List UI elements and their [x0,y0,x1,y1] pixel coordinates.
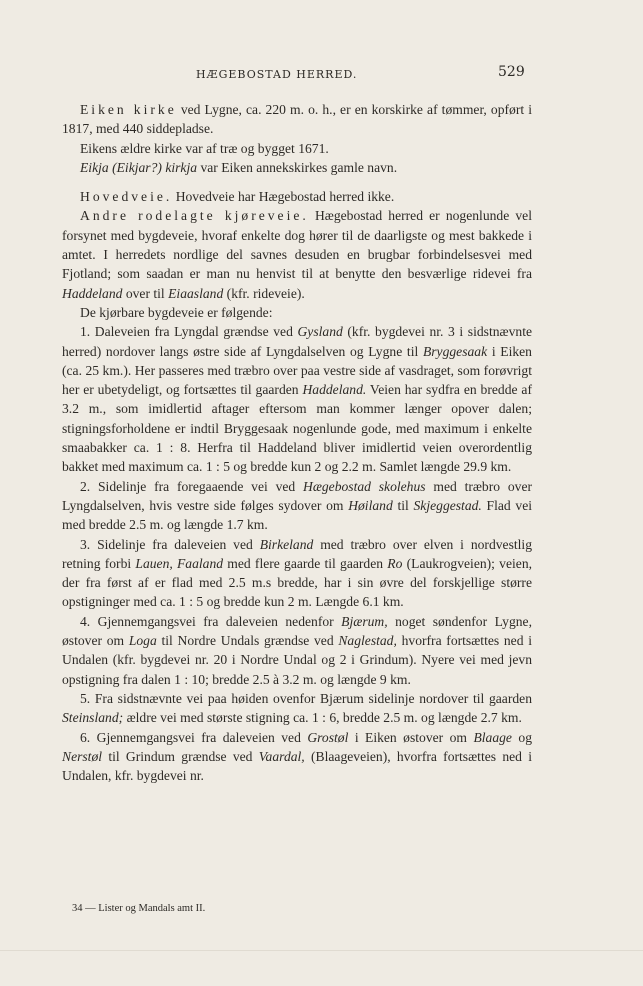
running-title: HÆGEBOSTAD HERRED. [196,68,358,81]
place-name: Haddeland. [302,382,367,398]
paragraph-text: var Eiken annekskirkes gamle navn. [200,159,398,175]
running-head [0,64,643,84]
paragraph-text: (kfr. rideveie). [226,285,305,301]
place-name: Hægebostad skolehus [303,478,426,494]
place-name: Skjeggestad. [413,497,482,513]
paragraph-text: i Eiken østover om [354,729,467,745]
paragraph-text: Eikens ældre kirke var af træ og bygget 1671. [80,140,329,156]
spaced-heading: Andre rodelagte kjøreveie. [80,208,309,224]
paragraph-text: (Blaageveien), hvorfra fortsættes ned i Undalen, kfr. bygdevei nr. [62,748,532,784]
place-name: Loga [128,633,157,649]
paragraph-text: ældre vei med største stigning ca. 1 : 6, bredde 2.5 m. og længde 2.7 km. [126,710,522,726]
place-name: Birkeland [259,536,314,552]
page-edge [0,950,643,986]
paragraph-text: 2. Sidelinje fra foregaaende vei ved [80,478,296,494]
place-name: Haddeland [62,285,123,301]
paragraph-text: noget søndenfor Lygne, østover om [62,613,532,649]
place-name: Bryggesaak [422,343,488,359]
place-name: Steinsland; [62,710,124,726]
paragraph-text: hvorfra fortsættes ned i Undalen (kfr. bygdevei nr. 20 i Nordre Undal og 2 i Grindum). Nyere vei med jevn opstigning fra dalen 1 : 10; bredde 2.5 à 3.2 m. og længde 9 km. [62,633,532,687]
spaced-heading: Eiken kirke [80,102,177,117]
paragraph-text: til Grindum grændse ved [108,748,253,764]
italic-term: Eikja (Eikjar?) kirkja [80,159,198,175]
paragraph-text: med flere gaarde til gaarden [227,555,384,571]
paragraph-text: 4. Gjennemgangsvei fra daleveien nedenfor [80,613,334,629]
road-item-3 [62,535,532,612]
place-name: Blaage [473,729,512,745]
paragraph-text: (Laukrogveien); veien, der fra først af er flad med 2.5 m.s bredde, har i sin øvre del forskjellige større opstigninger med ca. 1 : 5 og bredde kun 2 m. Længde 6.1 km. [62,555,533,610]
paragraph-text: 3. Sidelinje fra daleveien ved [80,536,253,552]
body-text [62,100,532,785]
place-name: Gysland [297,324,343,340]
place-name: Bjærum, [341,613,388,629]
place-name: Ro [387,555,403,571]
paragraph-text: til Nordre Undals grændse ved [161,633,334,649]
paragraph-text: og [518,729,532,745]
road-item-2 [62,477,532,535]
paragraph-text: Veien har sydfra en bredde af 3.2 m., som imidlertid aftager eftersom man kommer længer opover dalen; stigningsforholdene er indtil Bryggesaak nogenlunde gode, med maximum i enkelte smaabakker ca. 1 : 8. Herfra til Haddeland bliver imidlertid veien overordentlig bakket med maximum ca. 1 : 5 og bredde kun 2 og 2.2 m. Samlet længde 29.9 km. [62,382,532,475]
paragraph-older-church [62,139,532,158]
paragraph-text: (kfr. bygdevei nr. 3 i sidstnævnte herred) nordover langs østre side af Lyngdalselven og Lygne til [62,324,532,359]
paragraph-text: til [397,497,409,513]
place-name: Naglestad, [338,633,397,649]
paragraph-text: 6. Gjennemgangsvei fra daleveien ved [80,729,301,745]
place-name: Lauen, Faaland [135,555,224,571]
page-number: 529 [498,64,525,80]
paragraph-text: i Eiken (ca. 25 km.). Her passeres med træbro over paa vestre side af vasdraget, som forøvrigt her er ubetydeligt, og fortsættes til gaarden [62,343,532,398]
paragraph-list-intro [62,303,532,322]
road-item-6 [62,728,532,786]
road-item-1 [62,322,532,476]
paragraph-text: 1. Daleveien fra Lyngdal grændse ved [80,324,293,340]
paragraph-text: Hovedveie har Hægebostad herred ikke. [175,189,395,205]
place-name: Høiland [348,497,393,513]
paragraph-hovedveie [62,187,532,206]
paragraph-text: Hægebostad herred er nogenlunde vel forsynet med bygdeveie, hvoraf enkelte dog hører til de daarligste og mest bakkede i amtet. I herredets nordlige del savnes desuden en brugbar forbindelsesvei med Fjotland; som saadan er man nu henvist til at benytte den besværlige ridevei fra [62,208,532,282]
spaced-heading: Hovedveie. [80,189,173,205]
paragraph-text: De kjørbare bygdeveie er følgende: [80,304,273,320]
paragraph-text: med træbro over elven i nordvestlig retning forbi [62,536,532,571]
paragraph-text: ved Lygne, ca. 220 m. o. h., er en korskirke af tømmer, opført i 1817, med 440 siddepladse. [62,102,532,137]
paragraph-eiken-kirke [62,100,532,139]
place-name: Vaardal, [258,748,305,764]
paragraph-old-name [62,158,532,177]
place-name: Nerstøl [62,748,103,764]
paragraph-text: 5. Fra sidstnævnte vei paa høiden ovenfor Bjærum sidelinje nordover til gaarden [80,690,532,706]
place-name: Grostøl [307,729,349,745]
paragraph-text: over til [125,285,165,301]
paragraph-text: Flad vei med bredde 2.5 m. og længde 1.7 km. [62,497,532,533]
paragraph-andre-veie [62,206,532,302]
paragraph-text: med træbro over Lyngdalselven, hvis vestre side følges sydover om [62,478,532,513]
road-item-4 [62,612,532,689]
signature-footer: 34 — Lister og Mandals amt II. [72,903,206,914]
place-name: Eiaasland [168,285,224,301]
road-item-5 [62,689,532,728]
